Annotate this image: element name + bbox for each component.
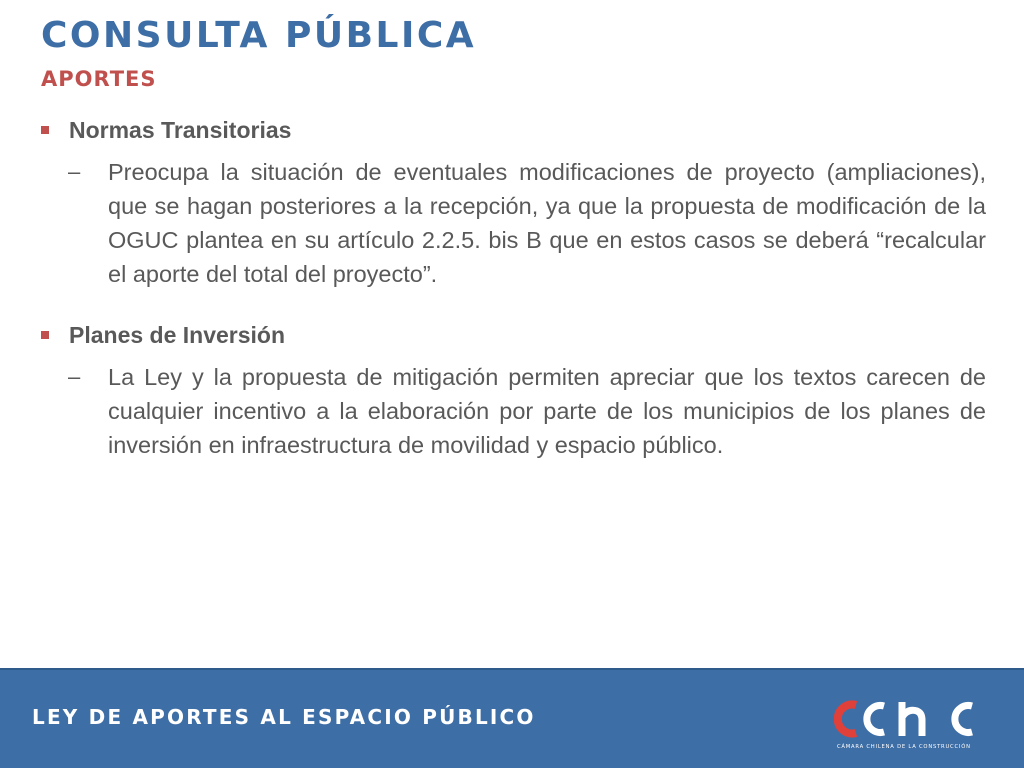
slide-title: CONSULTA PÚBLICA (41, 15, 477, 56)
logo-mark-h (902, 702, 922, 736)
section-heading-label: Planes de Inversión (69, 322, 286, 348)
section-heading-planes-de-inversion (41, 320, 285, 350)
list-item-text: La Ley y la propuesta de mitigación permiten apreciar que los textos carecen de cualquier incentivo a la elaboración por parte de los municipios de los planes de inversión en infraestructura de movilidad y espacio público. (108, 364, 986, 458)
slide-subtitle: APORTES (41, 67, 157, 91)
logo-tagline: CÁMARA CHILENA DE LA CONSTRUCCIÓN (837, 744, 971, 750)
footer-band (0, 668, 1024, 768)
cchc-logo (834, 700, 984, 752)
square-bullet-icon (41, 331, 49, 339)
logo-mark-c-accent (838, 705, 856, 734)
list-item (68, 360, 986, 462)
square-bullet-icon (41, 126, 49, 134)
list-item (68, 155, 986, 291)
section-heading-label: Normas Transitorias (69, 117, 292, 143)
dash-bullet-icon: – (68, 364, 81, 389)
footer-caption: LEY DE APORTES AL ESPACIO PÚBLICO (32, 705, 536, 729)
section-heading-normas-transitorias (41, 115, 291, 145)
dash-bullet-icon: – (68, 159, 81, 184)
logo-mark-c-final (955, 706, 972, 733)
logo-mark-c (867, 706, 884, 733)
list-item-text: Preocupa la situación de eventuales modificaciones de proyecto (ampliaciones), que se hagan posteriores a la recepción, ya que la propuesta de modificación de la OGUC plantea en su artículo 2.2.5. bis B que en estos casos se deberá “recalcular el aporte del total del proyecto”. (108, 159, 986, 287)
